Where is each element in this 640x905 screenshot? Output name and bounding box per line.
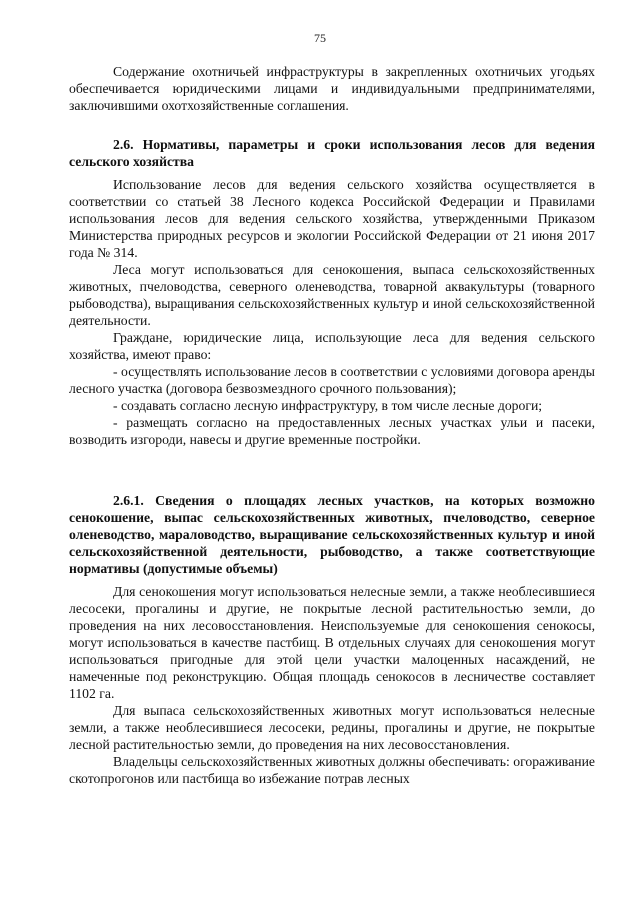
paragraph-haymaking: Для сенокошения могут использоваться нелесные земли, а также необлесившиеся лесосеки, прогалины и другие, не покрытые лесной растительностью земли, до проведения на них лесовосстановления. Неиспользуемые для сенокошения сенокосы, могут использоваться в качестве пастбищ. В отдельных случаях для сенокошения могут использоваться пригодные для этой цели участки малоценных насаждений, не намеченные под реконструкцию. Общая площадь сенокосов в лесничестве составляет 1102 га. <box>69 584 595 701</box>
page-content <box>69 63 595 787</box>
page-number: 75 <box>314 31 326 45</box>
list-item-lease-use: - осуществлять использование лесов в соответствии с условиями договора аренды лесного участка (договора безвозмездного срочного пользования); <box>69 364 595 396</box>
paragraph-grazing: Для выпаса сельскохозяйственных животных могут использоваться нелесные земли, а также необлесившиеся лесосеки, редины, прогалины и другие, не покрытые лесной растительностью земли, до проведения на них лесовосстановления. <box>69 703 595 752</box>
section-heading-2-6-1: 2.6.1. Сведения о площадях лесных участков, на которых возможно сенокошение, выпас сельскохозяйственных животных, пчеловодство, северное оленеводство, мараловодство, выращивание сельскохозяйственных культур и иной сельскохозяйственной деятельности, рыбоводство, а также соответствующие нормативы (допустимые объемы) <box>69 493 595 576</box>
paragraph-rights-intro: Граждане, юридические лица, использующие леса для ведения сельского хозяйства, имеют право: <box>69 330 595 362</box>
section-heading-2-6: 2.6. Нормативы, параметры и сроки использования лесов для ведения сельского хозяйства <box>69 137 595 169</box>
list-item-beehives: - размещать согласно на предоставленных лесных участках ульи и пасеки, возводить изгороди, навесы и другие временные постройки. <box>69 415 595 447</box>
paragraph-forest-uses: Леса могут использоваться для сенокошения, выпаса сельскохозяйственных животных, пчеловодства, северного оленеводства, товарной аквакультуры (товарного рыбоводства), выращивания сельскохозяйственных культур и иной сельскохозяйственной деятельности. <box>69 262 595 328</box>
list-item-infrastructure: - создавать согласно лесную инфраструктуру, в том числе лесные дороги; <box>113 398 543 413</box>
paragraph-livestock-owners: Владельцы сельскохозяйственных животных должны обеспечивать: огораживание скотопрогонов или пастбища во избежание потрав лесных <box>69 754 595 786</box>
paragraph-hunting-infrastructure: Содержание охотничьей инфраструктуры в закрепленных охотничьих угодьях обеспечивается юридическими лицами и индивидуальными предпринимателями, заключившими охотхозяйственные соглашения. <box>69 64 595 113</box>
paragraph-legal-basis: Использование лесов для ведения сельского хозяйства осуществляется в соответствии со статьей 38 Лесного кодекса Российской Федерации и Правилами использования лесов для ведения сельского хозяйства, утвержденными Приказом Министерства природных ресурсов и экологии Российской Федерации от 21 июня 2017 года № 314. <box>69 177 595 260</box>
